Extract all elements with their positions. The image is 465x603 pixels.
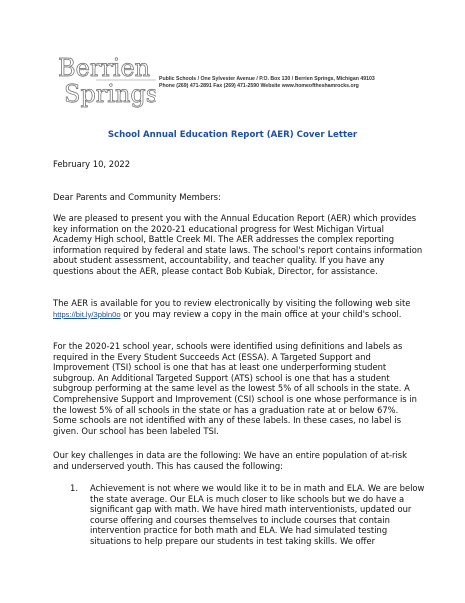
aer-link[interactable]: https://bit.ly/3pbln0o bbox=[53, 309, 121, 319]
paragraph-intro: We are pleased to present you with the Annual Education Report (AER) which provides key information on the 2020-21 educational progress for West Michigan Virtual Academy High school, Battle Creek MI. The AER addresses the complex reporting information required by federal and state laws. The school's report contains information about student assessment, accountability, and teacher quality. If you have any questions about the AER, please contact Bob Kubiak, Director, for assistance. bbox=[53, 213, 423, 276]
list-item-number: 1. bbox=[70, 483, 78, 493]
document-title: School Annual Education Report (AER) Cover Letter bbox=[107, 130, 358, 140]
paragraph-challenges: Our key challenges in data are the following: We have an entire population of at-risk and underserved youth. This has caused the following: bbox=[53, 450, 407, 471]
availability-text-end: or you may review a copy in the main office at your child's school. bbox=[120, 308, 402, 319]
letterhead-contact bbox=[159, 76, 375, 90]
letter-date: February 10, 2022 bbox=[53, 159, 131, 169]
paragraph-availability bbox=[53, 298, 423, 320]
berrien-springs-logo-icon bbox=[56, 52, 156, 108]
contact-phone-fax-web: Phone (269) 471-2891 Fax (269) 471-2590 Website www.homeoftheshamrocks.org bbox=[159, 83, 359, 89]
letterhead bbox=[56, 52, 416, 108]
paragraph-essa-labels: For the 2020-21 school year, schools were identified using definitions and labels as required in the Every Student Succeeds Act (ESSA). A Targeted Support and Improvement (TSI) school is one that has at least one underperforming student subgroup. An Additional Targeted Support (ATS) school is one that has a student subgroup performing at the same level as the lowest 5% of all schools in the state. A Comprehensive Support and Improvement (CSI) school is one whose performance is in the lowest 5% of all schools in the state or has a graduation rate at or below 67%. Some schools are not identified with any of these labels. In these cases, no label is given. Our school has been labeled TSI. bbox=[53, 341, 417, 436]
contact-address: Public Schools / One Sylvester Avenue / P.O. Box 130 / Berrien Springs, Michigan 49103 bbox=[159, 76, 375, 82]
availability-text-start: The AER is available for you to review electronically by visiting the following web site bbox=[53, 298, 411, 308]
list-item-text: Achievement is not where we would like it to be in math and ELA. We are below the state average. Our ELA is much closer to like schools but we do have a significant gap with math. We have hired math interventionists, updated our course offering and courses themselves to include courses that contain intervention practice for both math and ELA. We had simulated testing situations to help prepare our students in test taking skills. We offer bbox=[90, 483, 425, 546]
salutation: Dear Parents and Community Members: bbox=[53, 192, 221, 202]
logo-word-2: Springs bbox=[64, 80, 156, 108]
logo-word-1: Berrien bbox=[58, 54, 151, 82]
school-logo bbox=[56, 52, 156, 108]
